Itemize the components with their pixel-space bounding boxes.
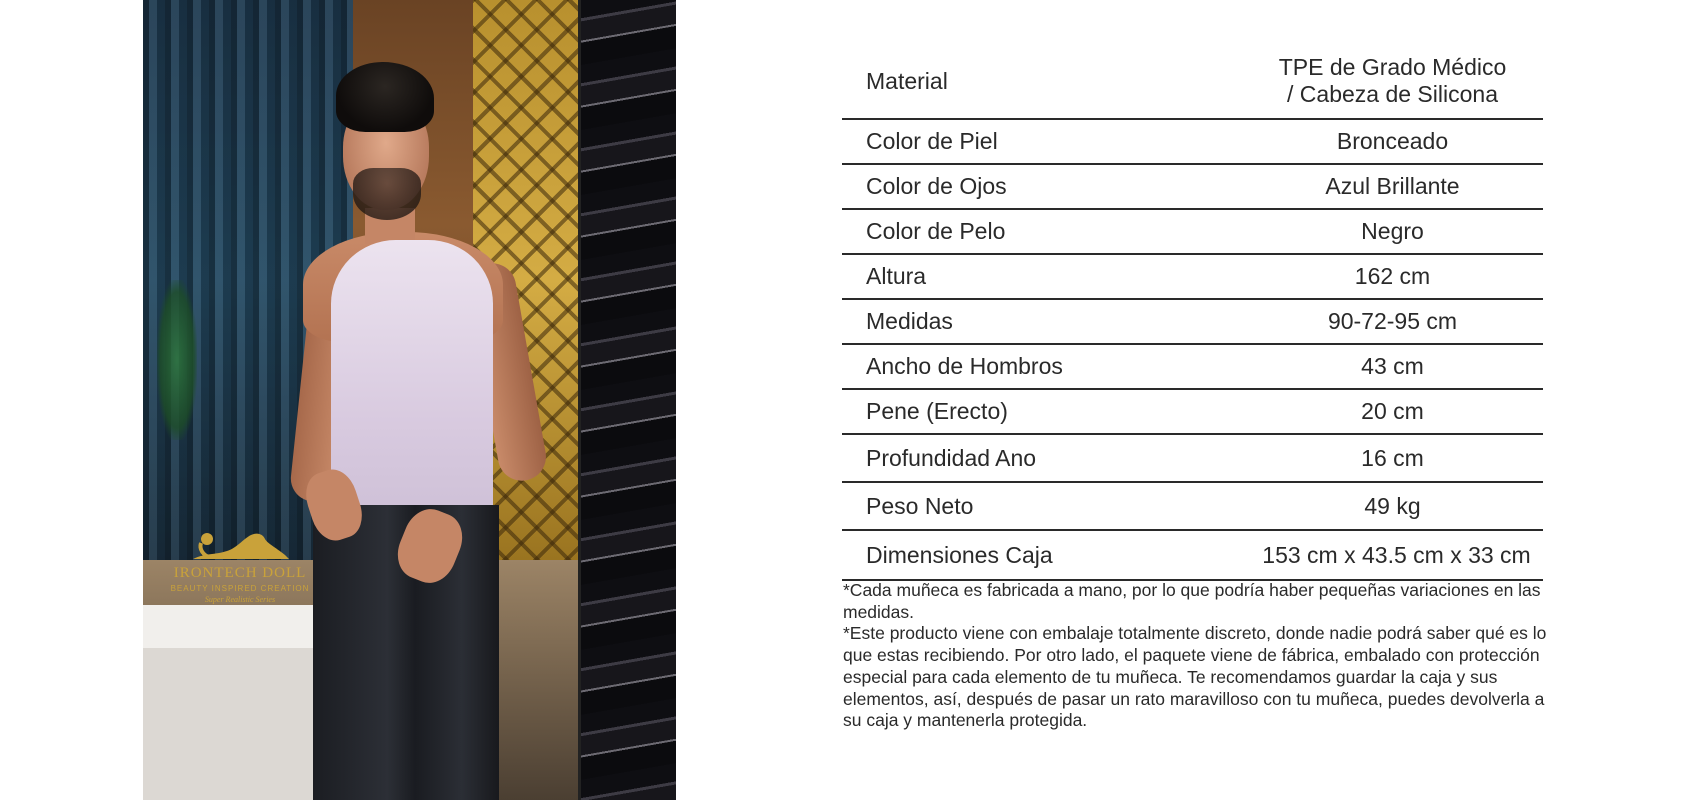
brand-tagline: BEAUTY INSPIRED CREATION xyxy=(170,584,310,593)
spec-row-shoulder-width xyxy=(842,345,1543,390)
spec-row-box-dimensions xyxy=(842,531,1543,581)
footnotes xyxy=(843,580,1548,732)
spec-table xyxy=(842,44,1543,581)
spec-row-skin-color xyxy=(842,120,1543,165)
doll-figure xyxy=(143,0,676,800)
spec-value: 16 cm xyxy=(1361,444,1424,471)
spec-row-height xyxy=(842,255,1543,300)
brand-logo xyxy=(165,525,315,604)
spec-row-net-weight xyxy=(842,483,1543,531)
spec-label: Color de Piel xyxy=(866,128,998,154)
figure-tank-top xyxy=(331,240,493,530)
spec-value: 90-72-95 cm xyxy=(1327,308,1458,334)
spec-row-hair-color xyxy=(842,210,1543,255)
spec-value xyxy=(1242,54,1543,108)
spec-label: Ancho de Hombros xyxy=(866,353,1063,379)
spec-value-line: / Cabeza de Silicona xyxy=(1287,81,1498,107)
spec-label: Profundidad Ano xyxy=(866,444,1037,471)
spec-value: 49 kg xyxy=(1364,492,1421,519)
brand-name: IRONTECH DOLL xyxy=(173,565,307,581)
spec-label: Dimensiones Caja xyxy=(866,541,1053,568)
spec-value: Negro xyxy=(1361,218,1424,244)
spec-label: Medidas xyxy=(866,308,953,334)
reclining-figure-logo-icon xyxy=(185,525,295,563)
figure-hair xyxy=(336,62,434,132)
spec-row-measurements xyxy=(842,300,1543,345)
spec-row-length xyxy=(842,390,1543,435)
spec-row-material xyxy=(842,44,1543,120)
spec-value: 43 cm xyxy=(1361,353,1424,379)
spec-label: Altura xyxy=(866,263,927,289)
product-photo xyxy=(143,0,676,800)
spec-value: Bronceado xyxy=(1336,128,1449,154)
figure-beard xyxy=(353,168,421,220)
spec-value: 20 cm xyxy=(1361,398,1424,424)
spec-label: Color de Ojos xyxy=(866,173,1007,199)
spec-value: Azul Brillante xyxy=(1325,173,1460,199)
spec-label: Material xyxy=(866,67,948,94)
spec-row-eye-color xyxy=(842,165,1543,210)
spec-row-depth xyxy=(842,435,1543,483)
spec-label: Color de Pelo xyxy=(866,218,1006,244)
spec-value: 153 cm x 43.5 cm x 33 cm xyxy=(1262,541,1531,568)
spec-value-line: TPE de Grado Médico xyxy=(1278,54,1507,80)
footnote-packaging: *Este producto viene con embalaje totalmente discreto, donde nadie podrá saber qué es lo que estas recibiendo. Por otro lado, el paquete viene de fábrica, embalado con protección especial para cada elemento de tu muñeca. Te recomendamos guardar la caja y sus elementos, así, después de pasar un rato maravilloso con tu muñeca, puedes devolverla a su caja y mantenerla protegida. xyxy=(843,623,1547,731)
spec-label: Pene (Erecto) xyxy=(866,398,1008,424)
brand-series: Super Realistic Series xyxy=(204,595,276,604)
spec-value: 162 cm xyxy=(1354,263,1431,289)
footnote-handmade: *Cada muñeca es fabricada a mano, por lo que podría haber pequeñas variaciones en las medidas. xyxy=(843,580,1541,622)
spec-label: Peso Neto xyxy=(866,492,974,519)
